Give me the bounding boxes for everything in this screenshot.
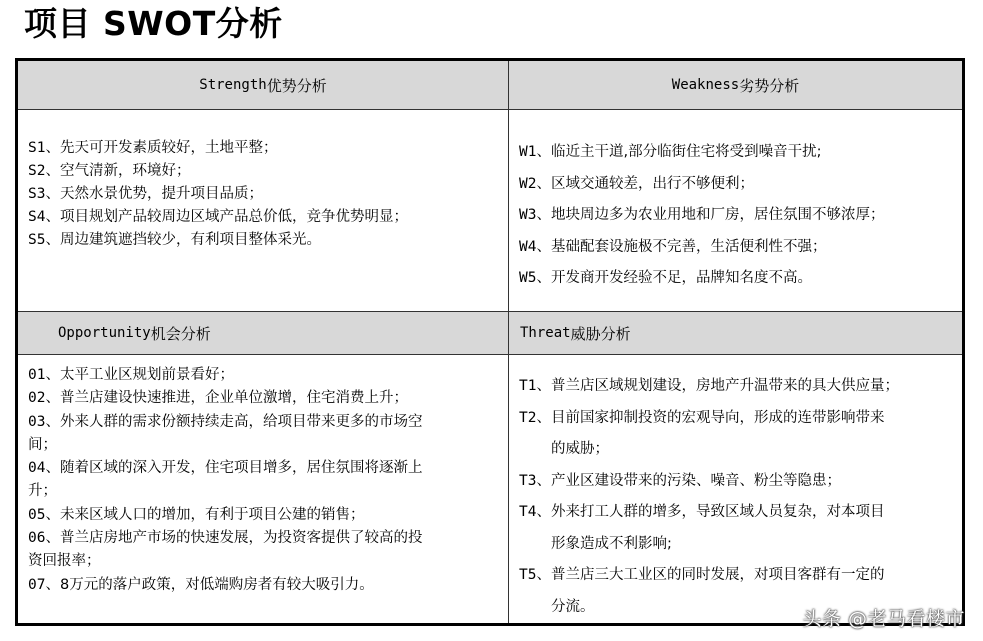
- item-text: 普兰店三大工业区的同时发展，对项目客群有一定的: [550, 567, 885, 583]
- item-code: W1、: [519, 144, 551, 160]
- item-text: 先天可开发素质较好，土地平整；: [59, 140, 278, 156]
- item-text: 目前国家抑制投资的宏观导向，形成的连带影响带来: [550, 409, 885, 426]
- strength-header: [18, 61, 508, 109]
- strength-list: [28, 137, 503, 252]
- list-item: [28, 160, 503, 183]
- item-text: 周边建筑遮挡较少，有利项目整体采光。: [59, 232, 321, 248]
- item-code: T2、: [519, 409, 551, 426]
- list-item: [28, 229, 503, 252]
- item-text: 8万元的落户政策，对低端购房者有较大吸引力。: [59, 576, 374, 593]
- grid-divider-top-header: [18, 109, 962, 110]
- item-code: T4、: [519, 504, 551, 520]
- item-text: 太平工业区规划前景看好；: [59, 367, 234, 383]
- threat-header: [509, 312, 962, 354]
- swot-table: [15, 58, 965, 626]
- grid-divider-middle: [18, 311, 962, 312]
- item-text: 临近主干道,部分临街住宅将受到噪音干扰;: [550, 144, 822, 160]
- item-code: W2、: [519, 175, 551, 192]
- item-text-cont: 间；: [28, 436, 57, 453]
- list-item: [519, 169, 959, 201]
- item-code: W4、: [519, 238, 551, 255]
- item-code: 02、: [28, 390, 60, 407]
- strength-header-cn: 优势分析: [266, 76, 327, 95]
- item-text: 普兰店房地产市场的快速发展，为投资客提供了较高的投: [59, 530, 423, 547]
- threat-list: [519, 371, 959, 623]
- threat-header-en: Threat: [520, 325, 571, 341]
- list-item: [519, 371, 959, 403]
- item-code: 06、: [28, 530, 60, 547]
- item-text: 开发商开发经验不足，品牌知名度不高。: [550, 270, 812, 286]
- list-item: [28, 504, 506, 527]
- item-code: 01、: [28, 367, 60, 383]
- list-item: [28, 364, 506, 387]
- item-code: 05、: [28, 506, 60, 523]
- item-code: W5、: [519, 270, 551, 286]
- item-text: 地块周边多为农业用地和厂房，居住氛围不够浓厚；: [550, 207, 885, 223]
- item-code: 04、: [28, 460, 60, 477]
- item-code: S5、: [28, 232, 60, 248]
- item-code: T1、: [519, 378, 551, 394]
- item-text: 随着区域的深入开发，住宅项目增多，居住氛围将逐渐上: [59, 460, 423, 477]
- watermark: 头条 @老马看楼市: [802, 608, 965, 630]
- item-text-cont: 资回报率；: [28, 553, 101, 570]
- list-item: [28, 387, 506, 410]
- item-code: S4、: [28, 209, 60, 225]
- item-text: 天然水景优势，提升项目品质；: [59, 186, 263, 202]
- item-text: 基础配套设施极不完善，生活便利性不强；: [550, 238, 827, 255]
- list-item: [519, 137, 959, 169]
- list-item: [28, 527, 506, 574]
- list-item: [28, 137, 503, 160]
- item-code: 03、: [28, 413, 60, 430]
- list-item: [28, 574, 506, 597]
- item-text: 普兰店区域规划建设，房地产升温带来的具大供应量；: [550, 378, 899, 394]
- list-item: [519, 466, 959, 498]
- item-code: S1、: [28, 140, 60, 156]
- list-item: [519, 200, 959, 232]
- item-text: 产业区建设带来的污染、噪音、粉尘等隐患；: [550, 472, 841, 489]
- list-item: [519, 263, 959, 295]
- list-item: [28, 411, 506, 458]
- grid-divider-bottom-header: [18, 354, 962, 355]
- item-text: 项目规划产品较周边区域产品总价低，竞争优势明显；: [59, 209, 408, 225]
- item-code: W3、: [519, 207, 551, 223]
- weakness-header-en: Weakness: [671, 77, 740, 93]
- page-title: 项目 SWOT分析: [24, 4, 283, 43]
- item-text: 普兰店建设快速推进，企业单位激增，住宅消费上升；: [59, 390, 408, 407]
- opportunity-header-cn: 机会分析: [150, 324, 211, 343]
- weakness-list: [519, 137, 959, 295]
- item-text: 外来人群的需求份额持续走高，给项目带来更多的市场空: [59, 413, 423, 430]
- item-text: 空气清新，环境好；: [59, 163, 191, 179]
- weakness-header-cn: 劣势分析: [739, 76, 800, 95]
- item-text: 未来区域人口的增加，有利于项目公建的销售；: [59, 506, 365, 523]
- threat-header-cn: 威胁分析: [570, 324, 631, 343]
- list-item: [519, 497, 959, 560]
- grid-divider-vertical: [508, 61, 509, 623]
- opportunity-list: [28, 364, 506, 597]
- item-text-cont: 升；: [28, 483, 57, 500]
- list-item: [28, 183, 503, 206]
- list-item: [519, 232, 959, 264]
- list-item: [28, 206, 503, 229]
- item-code: S2、: [28, 163, 60, 179]
- weakness-header: [509, 61, 962, 109]
- item-code: 07、: [28, 576, 60, 593]
- item-text: 区域交通较差，出行不够便利；: [550, 175, 754, 192]
- item-text-cont: 分流。: [550, 598, 595, 615]
- opportunity-header-en: Opportunity: [58, 325, 151, 341]
- item-text: 外来打工人群的增多，导致区域人员复杂，对本项目: [550, 504, 885, 520]
- item-text-cont: 形象造成不利影响;: [550, 535, 672, 552]
- item-text-cont: 的威胁；: [550, 441, 609, 457]
- list-item: [519, 403, 959, 466]
- item-code: T3、: [519, 472, 551, 489]
- opportunity-header: [18, 312, 508, 354]
- strength-header-en: Strength: [199, 77, 267, 93]
- item-code: T5、: [519, 567, 551, 583]
- item-code: S3、: [28, 186, 60, 202]
- list-item: [28, 457, 506, 504]
